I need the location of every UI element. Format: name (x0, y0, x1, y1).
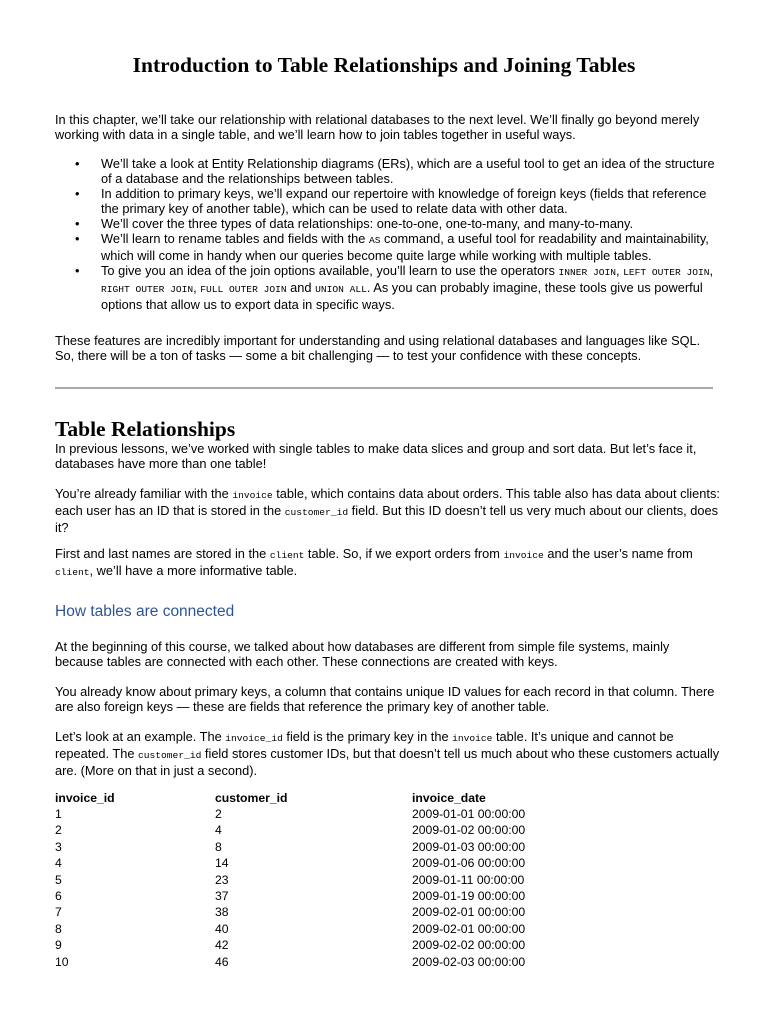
table-cell: 3 (55, 839, 62, 854)
table-cell: 4 (215, 823, 222, 838)
horizontal-divider (55, 387, 713, 389)
list-item (55, 156, 720, 186)
inline-code: AS (368, 235, 381, 246)
subsection-heading: How tables are connected (55, 603, 235, 620)
table-cell: 40 (215, 921, 229, 936)
inline-code: FULL OUTER JOIN (200, 284, 287, 295)
inline-code: invoice (232, 490, 273, 501)
list-item-text: We’ll cover the three types of data relationships: one-to-one, one-to-many, and many-to-many. (101, 216, 634, 231)
column-header: invoice_date (412, 790, 486, 805)
table-cell: 2 (215, 807, 222, 822)
bullet-icon: • (75, 216, 80, 231)
table-header-row (55, 790, 572, 806)
table-cell: 1 (55, 807, 62, 822)
list-item-text: In addition to primary keys, we’ll expand our repertoire with knowledge of foreign keys (fields that reference the primary key of another table), which can be used to relate data with other data. (101, 186, 707, 216)
section-paragraph-1: In previous lessons, we’ve worked with single tables to make data slices and group and sort data. But let’s face it, databases have more than one table! (55, 441, 697, 471)
table-cell: 8 (55, 921, 62, 936)
table-row (55, 872, 572, 888)
table-row (55, 856, 572, 872)
table-cell: 2009-02-03 00:00:00 (412, 954, 526, 969)
subsection-paragraph-3: Let’s look at an example. The invoice_id field is the primary key in the invoice table. It’s unique and cannot be repeated. The customer_id field stores customer IDs, but that doesn’t tell us much about who these customers actually are. (More on that in just a second). (55, 729, 720, 778)
bullet-icon: • (75, 156, 80, 171)
table-cell: 37 (215, 889, 229, 904)
inline-code: client (55, 567, 90, 578)
table-cell: 46 (215, 954, 229, 969)
inline-code: invoice_id (225, 733, 283, 744)
inline-code: invoice (452, 733, 493, 744)
table-cell: 2009-01-11 00:00:00 (412, 872, 525, 887)
inline-code: invoice (503, 550, 544, 561)
list-item-text: We’ll take a look at Entity Relationship diagrams (ERs), which are a useful tool to get an idea of the structure of a database and the relationships between tables. (101, 156, 715, 186)
inline-code: customer_id (138, 750, 202, 761)
table-cell: 9 (55, 938, 62, 953)
table-cell: 38 (215, 905, 229, 920)
table-cell: 8 (215, 839, 222, 854)
list-item-text: To give you an idea of the join options available, you’ll learn to use the operators INNER JOIN, LEFT OUTER JOIN, RIGHT OUTER JOIN, FULL OUTER JOIN and UNION ALL. As you can probably imagine, these tools give us powerful options that allow us to export data in specific ways. (101, 263, 714, 312)
table-cell: 2009-02-02 00:00:00 (412, 938, 526, 953)
inline-code: RIGHT OUTER JOIN (101, 284, 194, 295)
subsection-paragraph-2: You already know about primary keys, a column that contains unique ID values for each record in that column. There are also foreign keys — these are fields that reference the primary key of another table. (55, 684, 715, 714)
table-cell: 2 (55, 823, 62, 838)
table-row (55, 888, 572, 904)
page-title: Introduction to Table Relationships and Joining Tables (132, 53, 636, 77)
table-cell: 2009-01-01 00:00:00 (412, 807, 526, 822)
list-item (55, 231, 720, 263)
bullet-icon: • (75, 231, 80, 246)
table-cell: 2009-01-02 00:00:00 (412, 823, 526, 838)
table-cell: 6 (55, 889, 62, 904)
list-item-text: We’ll learn to rename tables and fields with the AS command, a useful tool for readability and maintainability, which will come in handy when our queries become quite large while working with multiple tables. (101, 231, 709, 263)
list-item (55, 216, 720, 231)
inline-code: INNER JOIN (558, 267, 617, 278)
inline-code: LEFT OUTER JOIN (623, 267, 710, 278)
list-item (55, 263, 720, 312)
table-cell: 5 (55, 872, 62, 887)
table-cell: 2009-01-06 00:00:00 (412, 856, 526, 871)
table-cell: 4 (55, 856, 62, 871)
table-row (55, 954, 572, 970)
table-cell: 2009-02-01 00:00:00 (412, 921, 526, 936)
table-cell: 23 (215, 872, 229, 887)
section-paragraph-3: First and last names are stored in the client table. So, if we export orders from invoice and the user’s name from client, we’ll have a more informative table. (55, 546, 693, 578)
table-cell: 14 (215, 856, 229, 871)
inline-code: UNION ALL (315, 284, 367, 295)
bullet-icon: • (75, 186, 80, 201)
subsection-paragraph-1: At the beginning of this course, we talked about how databases are different from simple file systems, mainly because tables are connected with each other. These connections are created with keys. (55, 639, 670, 669)
table-row (55, 921, 572, 937)
table-row (55, 839, 572, 855)
table-row (55, 905, 572, 921)
invoice-table (55, 790, 572, 970)
table-cell: 2009-01-19 00:00:00 (412, 889, 526, 904)
section-heading: Table Relationships (55, 417, 236, 441)
table-cell: 7 (55, 905, 62, 920)
column-header: invoice_id (55, 790, 115, 805)
table-cell: 2009-01-03 00:00:00 (412, 839, 526, 854)
inline-code: customer_id (284, 507, 349, 518)
bullet-icon: • (75, 263, 80, 278)
table-cell: 10 (55, 954, 69, 969)
list-item (55, 186, 720, 216)
table-row (55, 806, 572, 822)
table-row (55, 823, 572, 839)
table-cell: 42 (215, 938, 229, 953)
feature-list (55, 156, 720, 312)
intro-paragraph: In this chapter, we’ll take our relationship with relational databases to the next level. We’ll finally go beyond merely working with data in a single table, and we’ll learn how to join tables together in useful ways. (55, 112, 700, 142)
table-cell: 2009-02-01 00:00:00 (412, 905, 526, 920)
intro-conclusion: These features are incredibly important for understanding and using relational databases and languages like SQL. So, there will be a ton of tasks — some a bit challenging — to test your confidence with these concepts. (55, 333, 701, 363)
table-row (55, 938, 572, 954)
inline-code: client (269, 550, 305, 561)
column-header: customer_id (215, 790, 288, 805)
section-paragraph-2: You’re already familiar with the invoice table, which contains data about orders. This table also has data about clients: each user has an ID that is stored in the customer_id field. But this ID doesn’t tell us very much about our clients, does it? (55, 486, 720, 535)
